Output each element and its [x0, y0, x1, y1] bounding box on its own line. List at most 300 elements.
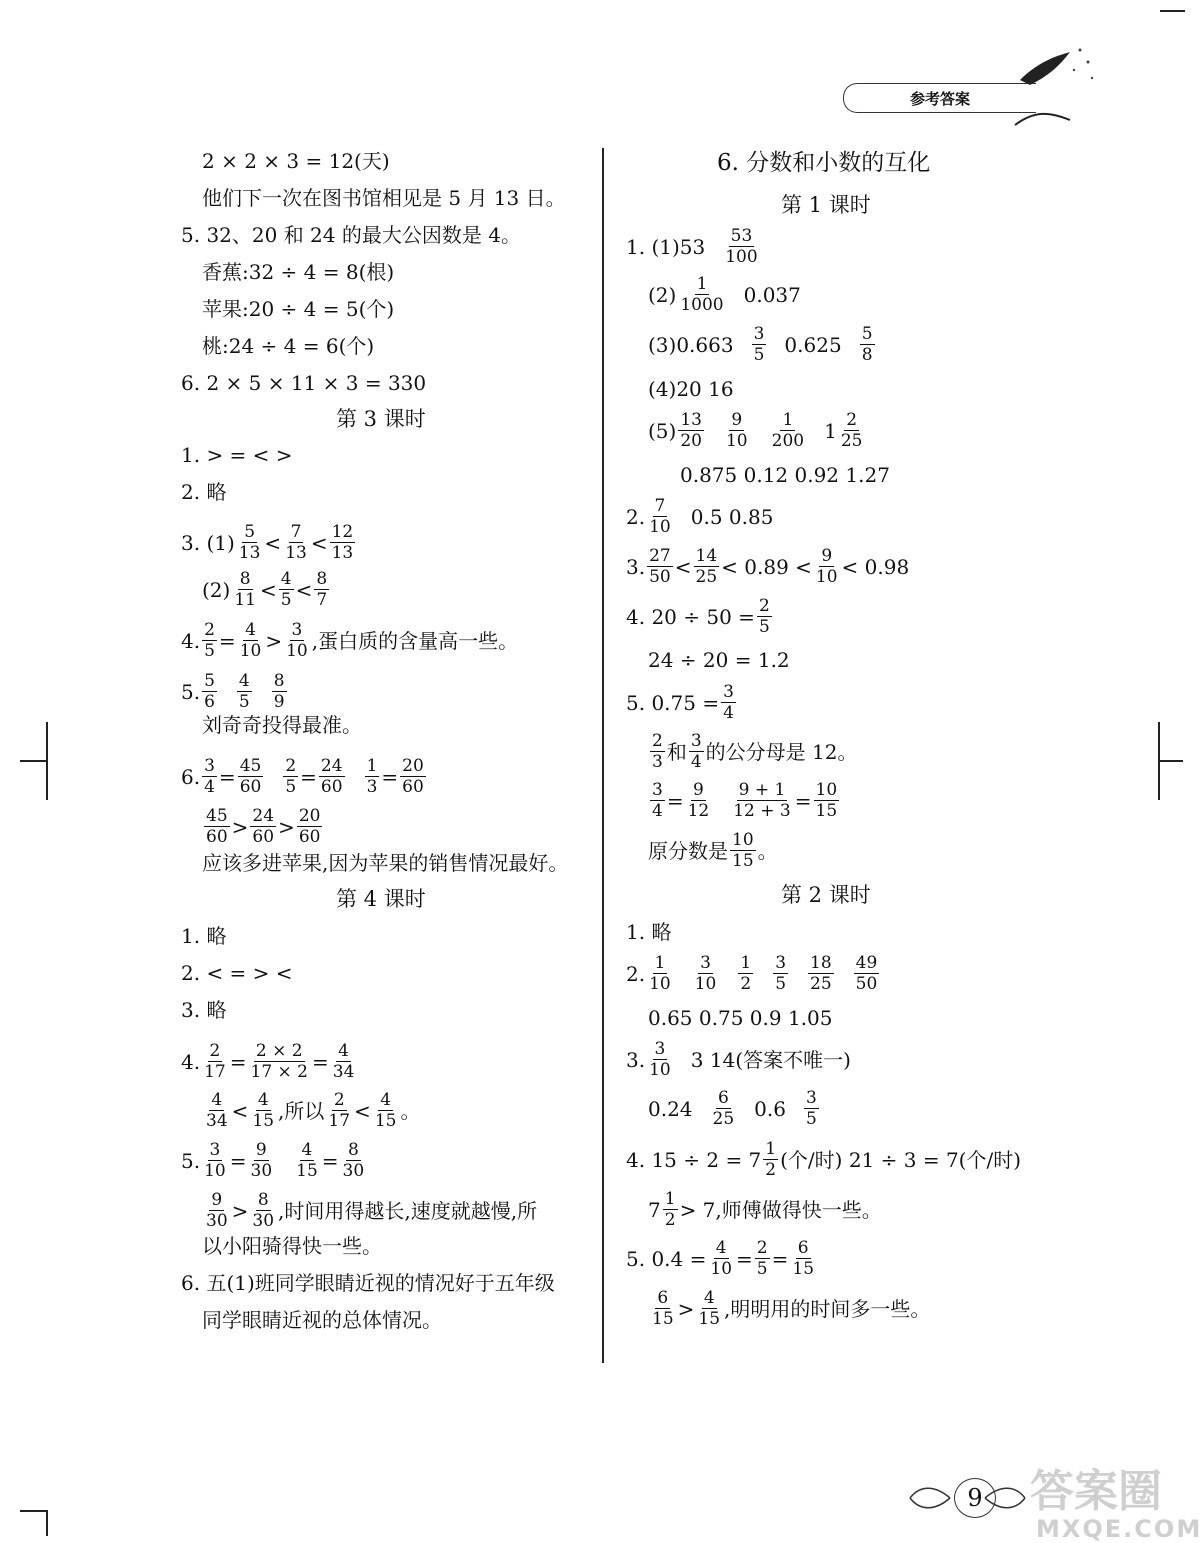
denominator: 30 [252, 1211, 275, 1231]
section-heading: 第 1 课时 [781, 193, 871, 217]
crop-mark [20, 1510, 48, 1512]
answer-r5c: $\frac{3}{4}$ = $\frac{9}{12}$ $\frac{9 + 1}{12 + 3}$ = $\frac{10}{15}$ [652, 780, 838, 821]
label: 5. [181, 1148, 201, 1173]
chapter-title: 6. 分数和小数的互化 [717, 150, 931, 176]
numerator: 7 [290, 522, 302, 542]
numerator: 1 [740, 953, 752, 973]
text: 。 [757, 838, 778, 863]
numerator: 24 [320, 756, 343, 776]
denominator: 15 [652, 1309, 674, 1329]
denominator: 5 [758, 617, 770, 637]
fraction [373, 1090, 399, 1131]
answer-3-6b: $\frac{45}{60}$ > $\frac{24}{60}$ > $\frac{20}{60}$ [206, 806, 321, 847]
answer-q5b: $\frac{6}{15}$ > $\frac{4}{15}$ ,明明用的时间多一些。 [652, 1288, 931, 1329]
numerator: 3 [291, 620, 303, 640]
numerator: 3 [204, 756, 215, 776]
denominator: 5 [775, 974, 787, 994]
answer-r2 [626, 496, 773, 537]
numerator: 4 [245, 620, 256, 640]
denominator: 50 [649, 567, 671, 587]
whole-number: 7 [648, 1197, 661, 1222]
denominator: 4 [204, 777, 215, 797]
fraction [650, 1288, 676, 1329]
answer-q2 [626, 953, 881, 994]
fraction [284, 620, 310, 661]
text-line: 1. 略 [626, 920, 672, 944]
answer-q3 [626, 1039, 851, 1080]
denominator: 60 [320, 777, 343, 797]
numerator: 1 [765, 1139, 777, 1159]
numerator: 9 [731, 410, 743, 430]
fraction [686, 780, 712, 821]
denominator: 12 [687, 801, 710, 821]
fraction [237, 671, 252, 712]
numerator: 2 [756, 1238, 768, 1258]
fraction [341, 1140, 367, 1181]
numerator: 2 [285, 756, 297, 776]
text: ,明明用的时间多一些。 [724, 1296, 931, 1321]
fraction [804, 1088, 819, 1129]
answer-r3: 3. $\frac{27}{50}$ < $\frac{14}{25}$ < 0.89 < $\frac{9}{10}$ < 0.98 [626, 546, 910, 587]
denominator: 5 [280, 590, 292, 610]
watermark: 答案圈 [1030, 1466, 1162, 1517]
denominator: 30 [206, 1211, 228, 1231]
fraction [237, 522, 263, 563]
text: 5. 0.75 = [626, 690, 720, 715]
denominator: 17 [204, 1062, 226, 1082]
fraction [708, 1238, 734, 1279]
fraction [814, 780, 840, 821]
numerator: 9 [211, 1190, 223, 1210]
text-line: 2. < = > < [181, 961, 293, 985]
denominator: 25 [712, 1109, 735, 1129]
numerator: 8 [257, 1190, 269, 1210]
text-line: 香蕉:32 ÷ 4 = 8(根) [202, 260, 395, 284]
denominator: 25 [840, 431, 863, 451]
text: 4. 15 ÷ 2 = 7 [626, 1147, 762, 1172]
fraction [283, 522, 309, 563]
label: 2. [626, 504, 646, 529]
numerator: 4 [703, 1288, 715, 1308]
label: (5) [648, 418, 677, 443]
denominator: 34 [206, 1111, 228, 1131]
numerator: 2 [204, 620, 215, 640]
fraction [693, 953, 719, 994]
numerator: 3 [690, 731, 702, 751]
numerator: 8 [239, 569, 251, 589]
text-line: 0.65 0.75 0.9 1.05 [648, 1006, 833, 1030]
fraction [647, 496, 673, 537]
label: 2. [626, 961, 646, 986]
text-line: 3. 略 [181, 998, 227, 1022]
text: > 7,师傅做得快一些。 [679, 1197, 882, 1222]
numerator: 45 [239, 756, 262, 776]
crop-mark [1158, 760, 1183, 762]
watermark-url: MXQE.COM [1036, 1515, 1203, 1543]
numerator: 9 [821, 546, 833, 566]
section-heading: 第 2 课时 [781, 883, 871, 907]
numerator: 9 [693, 780, 704, 800]
fraction [202, 671, 217, 712]
fraction [647, 953, 673, 994]
answer-r5b [648, 731, 857, 772]
numerator: 5 [204, 671, 215, 691]
fraction [250, 1090, 276, 1131]
text: < 0.89 < [721, 554, 812, 579]
numerator: 49 [855, 953, 878, 973]
text: 的公分母是 12。 [705, 739, 858, 764]
denominator: 15 [698, 1309, 721, 1329]
fraction [730, 830, 756, 871]
label: 3. [626, 554, 646, 579]
numerator: 9 [255, 1140, 267, 1160]
fraction [808, 953, 834, 994]
fraction [696, 1288, 722, 1329]
denominator: 6 [204, 692, 215, 712]
fraction [647, 1039, 673, 1080]
numerator: 1 [664, 1189, 676, 1209]
numerator: 8 [347, 1140, 359, 1160]
denominator: 2 [765, 1160, 777, 1180]
text: 0.625 [784, 332, 842, 357]
fraction [250, 1190, 276, 1231]
fraction [365, 756, 380, 797]
fraction [763, 1139, 778, 1180]
denominator: 10 [239, 641, 262, 661]
numerator: 10 [732, 830, 754, 850]
denominator: 60 [252, 827, 275, 847]
denominator: 13 [238, 543, 261, 563]
fraction [711, 1088, 737, 1129]
answer-q3b [648, 1088, 821, 1129]
fraction [854, 953, 880, 994]
denominator: 15 [732, 851, 754, 871]
text: 0.5 0.85 [690, 504, 774, 529]
numerator: 1 [654, 953, 666, 973]
fraction [238, 620, 264, 661]
answer-3-6: 6. $\frac{3}{4}$ = $\frac{45}{60}$ $\frac{2}{5}$ = $\frac{24}{60}$ $\frac{1}{3}$ = $\frac{20}{60}$ [181, 756, 424, 797]
label: 3. [626, 1047, 646, 1072]
numerator: 2 [333, 1090, 345, 1110]
text: 和 [666, 739, 687, 764]
answer-4-5b: $\frac{9}{30}$ > $\frac{8}{30}$ ,时间用得越长,速度就越慢,所 [206, 1190, 538, 1231]
numerator: 3 [775, 953, 787, 973]
numerator: 10 [815, 780, 838, 800]
answer-3-1: 3. (1) $\frac{5}{13}$ < $\frac{7}{13}$ < $\frac{12}{13}$ [181, 522, 354, 563]
text: < 0.98 [841, 554, 910, 579]
text-line: 0.875 0.12 0.92 1.27 [680, 463, 890, 487]
fraction [202, 1041, 228, 1082]
numerator: 4 [301, 1140, 313, 1160]
numerator: 18 [810, 953, 832, 973]
fraction [202, 1140, 228, 1181]
text: 原分数是 [648, 838, 728, 863]
denominator: 8 [861, 345, 873, 365]
label: 4. [181, 1049, 201, 1074]
denominator: 30 [250, 1161, 273, 1181]
label: 5. [181, 679, 201, 704]
numerator: 3 [723, 682, 734, 702]
numerator: 3 [753, 324, 765, 344]
denominator: 10 [649, 974, 671, 994]
denominator: 3 [652, 752, 663, 772]
numerator: 20 [298, 806, 321, 826]
numerator: 6 [717, 1088, 729, 1108]
text-line: 桃:24 ÷ 4 = 6(个) [202, 334, 375, 358]
fraction [731, 780, 793, 821]
text-line: 应该多进苹果,因为苹果的销售情况最好。 [202, 851, 569, 875]
column-divider [602, 148, 604, 1363]
denominator: 10 [204, 1161, 226, 1181]
fraction [250, 806, 276, 847]
label: (2) [648, 282, 677, 307]
numerator: 4 [280, 569, 292, 589]
crop-mark [1160, 10, 1185, 12]
text-line: (4)20 16 [648, 377, 734, 401]
answer-r1-1 [626, 226, 762, 267]
denominator: 5 [204, 641, 215, 661]
denominator: 15 [252, 1111, 275, 1131]
text: 0.037 [743, 282, 801, 307]
label: (3)0.663 [648, 332, 734, 357]
fraction [752, 324, 767, 365]
numerator: 4 [338, 1041, 349, 1061]
numerator: 24 [252, 806, 275, 826]
fraction [283, 756, 298, 797]
answer-4-4b: $\frac{4}{34}$ < $\frac{4}{15}$ ,所以 $\frac{2}{17}$ < $\frac{4}{15}$ 。 [206, 1090, 421, 1131]
numerator: 2 [652, 731, 663, 751]
numerator: 2 × 2 [255, 1041, 303, 1061]
answer-q4a [626, 1139, 1021, 1180]
answer-r5a [626, 682, 738, 723]
fraction [721, 682, 736, 723]
text: ,所以 [278, 1098, 325, 1123]
fraction [738, 953, 753, 994]
fraction [678, 274, 725, 315]
denominator: 10 [649, 517, 671, 537]
answer-r1-2 [648, 274, 801, 315]
numerator: 6 [657, 1288, 669, 1308]
denominator: 20 [680, 431, 702, 451]
denominator: 15 [792, 1259, 815, 1279]
denominator: 15 [815, 801, 838, 821]
numerator: 7 [654, 496, 666, 516]
fraction [331, 1041, 357, 1082]
numerator: 5 [861, 324, 873, 344]
numerator: 8 [273, 671, 285, 691]
fraction [773, 953, 788, 994]
answer-r5d [648, 830, 778, 871]
numerator: 6 [797, 1238, 809, 1258]
text-line: 5. 32、20 和 24 的最大公因数是 4。 [181, 223, 521, 247]
text-line: 6. 2 × 5 × 11 × 3 = 330 [181, 371, 427, 395]
denominator: 17 [328, 1111, 351, 1131]
fraction [249, 1140, 275, 1181]
text: 0.6 [754, 1096, 786, 1121]
fraction [689, 731, 704, 772]
denominator: 5 [756, 1259, 768, 1279]
fraction [204, 1190, 230, 1231]
denominator: 15 [374, 1111, 397, 1131]
numerator: 53 [730, 226, 753, 246]
denominator: 5 [805, 1109, 817, 1129]
fraction [663, 1189, 678, 1230]
fraction [294, 1140, 320, 1181]
denominator: 25 [695, 567, 718, 587]
section-heading: 第 3 课时 [336, 407, 426, 431]
numerator: 14 [695, 546, 718, 566]
fraction [650, 731, 665, 772]
fraction [249, 1041, 311, 1082]
denominator: 17 × 2 [250, 1062, 308, 1082]
fraction [694, 546, 720, 587]
numerator: 4 [715, 1238, 727, 1258]
numerator: 45 [206, 806, 228, 826]
denominator: 10 [649, 1060, 671, 1080]
answer-3-2: (2) $\frac{8}{11}$ < $\frac{4}{5}$ < $\frac{8}{7}$ [202, 569, 328, 610]
answer-q4b [648, 1189, 882, 1230]
denominator: 50 [855, 974, 878, 994]
text: 。 [400, 1098, 421, 1123]
denominator: 10 [815, 567, 838, 587]
denominator: 10 [725, 431, 748, 451]
text-line: 24 ÷ 20 = 1.2 [648, 648, 790, 672]
text: ,蛋白质的含量高一些。 [311, 628, 519, 653]
denominator: 9 [273, 692, 285, 712]
fraction [860, 324, 875, 365]
label: 4. [181, 628, 201, 653]
numerator: 3 [805, 1088, 817, 1108]
fraction [297, 806, 323, 847]
whole-number: 1 [824, 418, 837, 443]
numerator: 4 [211, 1090, 223, 1110]
text-line: 6. 五(1)班同学眼睛近视的情况好于五年级 [181, 1271, 555, 1295]
denominator: 10 [286, 641, 308, 661]
text-line: 以小阳骑得快一些。 [202, 1234, 382, 1258]
fraction [326, 1090, 352, 1131]
fraction [839, 410, 865, 451]
denominator: 4 [723, 703, 734, 723]
text-line: 2 × 2 × 3 = 12(天) [202, 149, 390, 173]
page-number: 9 [954, 1478, 996, 1518]
numerator: 3 [652, 780, 663, 800]
text-line: 2. 略 [181, 480, 227, 504]
denominator: 60 [239, 777, 262, 797]
numerator: 13 [680, 410, 702, 430]
denominator: 4 [652, 801, 663, 821]
fraction [202, 620, 217, 661]
section-heading: 第 4 课时 [336, 887, 426, 911]
denominator: 60 [402, 777, 424, 797]
text: 0.24 [648, 1096, 693, 1121]
text-line: 他们下一次在图书馆相见是 5 月 13 日。 [202, 186, 566, 210]
denominator: 3 [366, 777, 378, 797]
fraction [232, 569, 258, 610]
denominator: 60 [298, 827, 321, 847]
numerator: 2 [209, 1041, 221, 1061]
text: (个/时) 21 ÷ 3 = 7(个/时) [780, 1147, 1022, 1172]
denominator: 11 [234, 590, 256, 610]
text-line: 1. 略 [181, 924, 227, 948]
numerator: 27 [649, 546, 671, 566]
label: 1. (1)53 [626, 234, 706, 259]
denominator: 4 [690, 752, 702, 772]
denominator: 2 [740, 974, 752, 994]
fraction [723, 226, 759, 267]
denominator: 13 [331, 543, 354, 563]
text-line: 刘奇奇投得最准。 [202, 713, 362, 737]
fraction [202, 756, 217, 797]
denominator: 15 [296, 1161, 318, 1181]
numerator: 2 [846, 410, 858, 430]
answer-r1-3 [648, 324, 877, 365]
denominator: 5 [238, 692, 250, 712]
answer-r1-5 [648, 410, 866, 451]
answer-4-5: 5. $\frac{3}{10}$ = $\frac{9}{30}$ $\frac{4}{15}$ = $\frac{8}{30}$ [181, 1140, 365, 1181]
text: 3 14(答案不唯一) [690, 1047, 851, 1072]
crop-mark [20, 760, 48, 762]
text-line: 同学眼睛近视的总体情况。 [202, 1308, 442, 1332]
crop-mark [46, 722, 48, 800]
fraction [314, 569, 329, 610]
numerator: 8 [316, 569, 328, 589]
denominator: 1000 [680, 295, 724, 315]
fraction [755, 1238, 770, 1279]
denominator: 7 [316, 590, 328, 610]
answer-3-4: 4. $\frac{2}{5}$ = $\frac{4}{10}$ > $\frac{3}{10}$ ,蛋白质的含量高一些。 [181, 620, 519, 661]
answer-q5a: 5. 0.4 = $\frac{4}{10}$ = $\frac{2}{5}$ = $\frac{6}{15}$ [626, 1238, 815, 1279]
denominator: 25 [810, 974, 832, 994]
fraction [790, 1238, 816, 1279]
fraction [724, 410, 750, 451]
fraction [279, 569, 294, 610]
label: (2) [202, 577, 231, 602]
crop-mark [46, 1510, 48, 1536]
text-line: 苹果:20 ÷ 4 = 5(个) [202, 297, 395, 321]
fraction [400, 756, 426, 797]
label: 6. [181, 764, 201, 789]
fraction [814, 546, 840, 587]
text: 4. 20 ÷ 50 = [626, 604, 755, 629]
numerator: 5 [244, 522, 256, 542]
numerator: 3 [654, 1039, 666, 1059]
denominator: 34 [332, 1062, 355, 1082]
answer-3-5 [181, 671, 289, 712]
text: ,时间用得越长,速度就越慢,所 [278, 1198, 538, 1223]
fraction [678, 410, 704, 451]
denominator: 13 [285, 543, 307, 563]
label: 3. (1) [181, 530, 235, 555]
denominator: 100 [725, 247, 758, 267]
numerator: 3 [209, 1140, 221, 1160]
numerator: 1 [782, 410, 794, 430]
numerator: 4 [380, 1090, 392, 1110]
fraction [204, 1090, 230, 1131]
fraction [319, 756, 345, 797]
denominator: 60 [206, 827, 228, 847]
fraction [272, 671, 287, 712]
numerator: 4 [238, 671, 250, 691]
fraction [238, 756, 264, 797]
fraction [204, 806, 230, 847]
denominator: 2 [664, 1210, 676, 1230]
text: 5. 0.4 = [626, 1246, 707, 1271]
numerator: 4 [257, 1090, 269, 1110]
numerator: 3 [700, 953, 711, 973]
header-badge: 参考答案 [843, 83, 1036, 113]
text-line: 1. > = < > [181, 443, 293, 467]
numerator: 12 [331, 522, 354, 542]
